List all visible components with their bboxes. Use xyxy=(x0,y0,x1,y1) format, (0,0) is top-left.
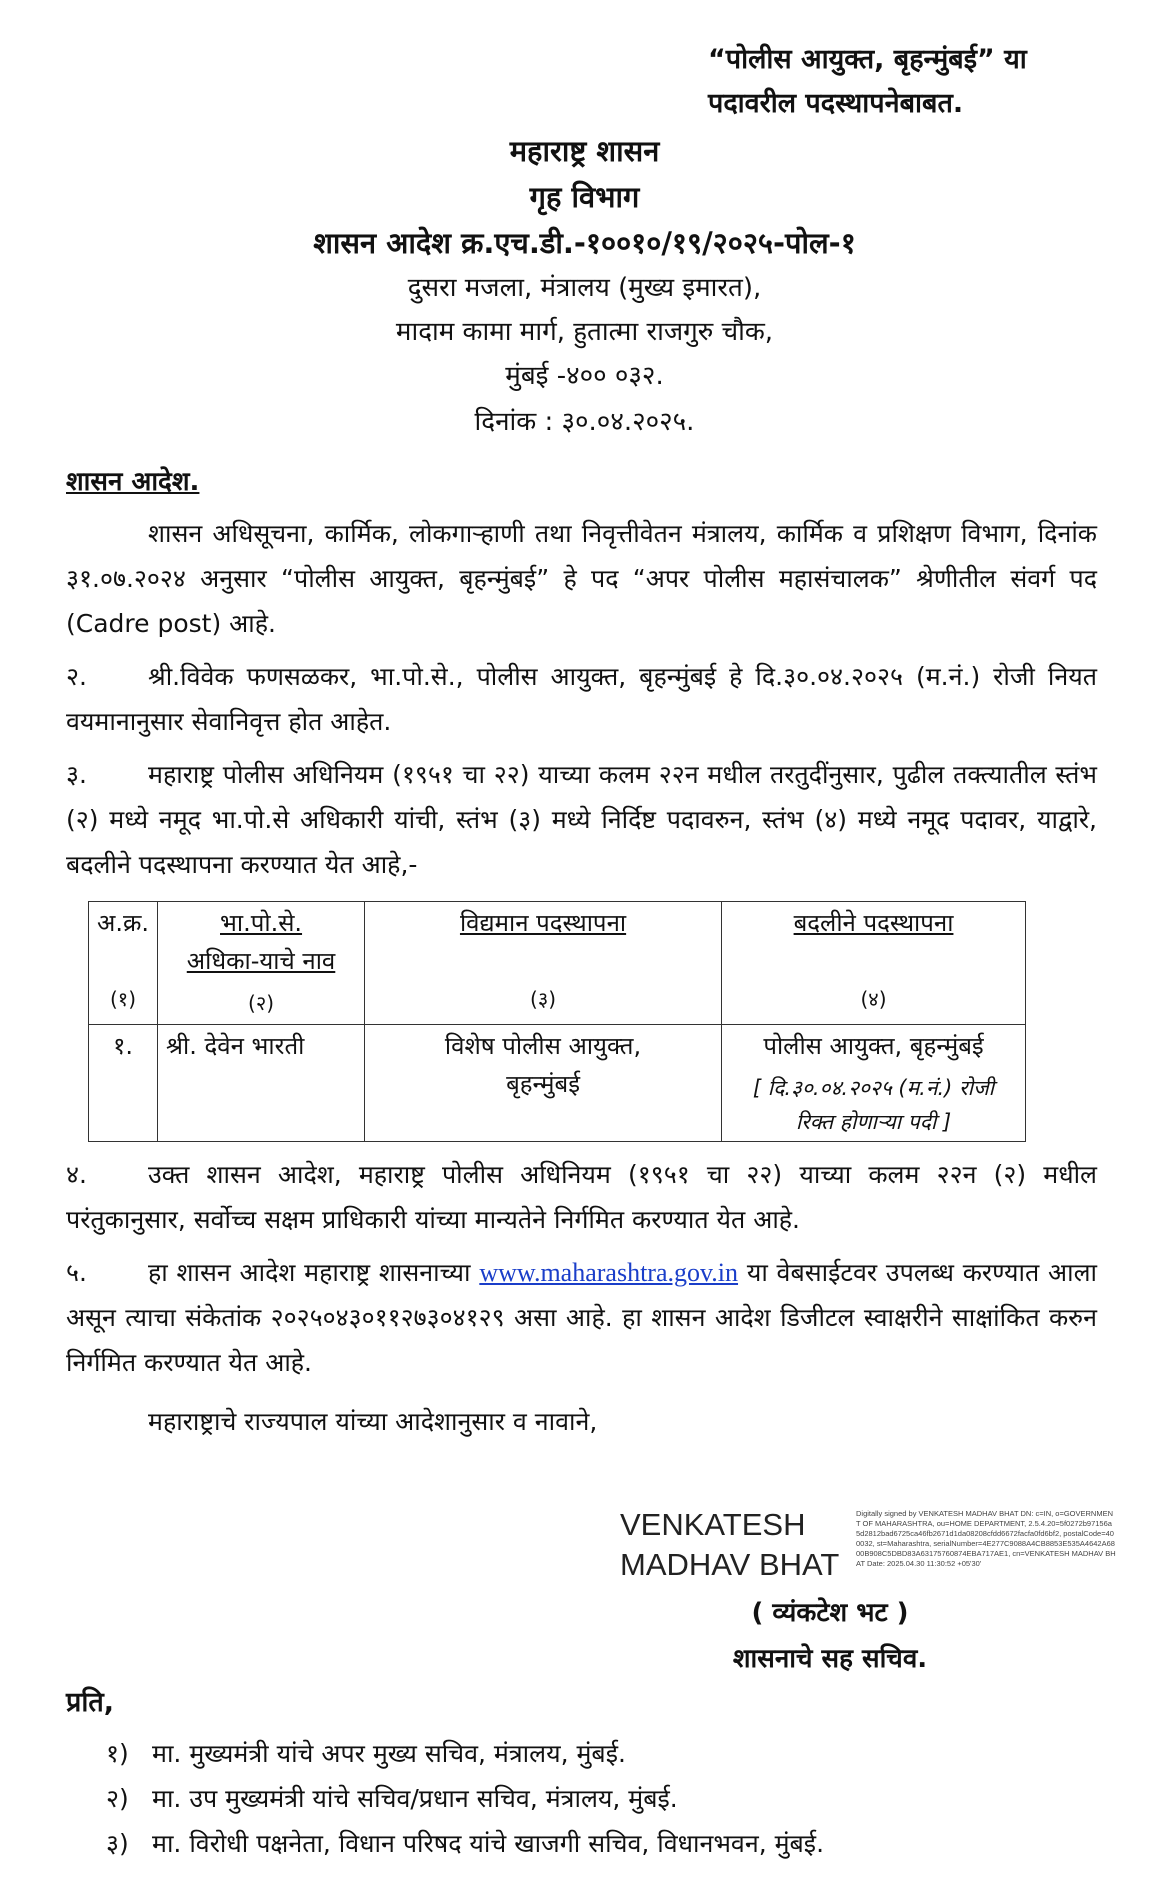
col-number-2: (२) xyxy=(248,991,275,1015)
paragraph-5 xyxy=(66,1250,1097,1385)
list-item-number: १) xyxy=(106,1739,129,1768)
paragraph-2 xyxy=(66,654,1097,744)
paragraph-3 xyxy=(66,752,1097,887)
paragraph-1: शासन अधिसूचना, कार्मिक, लोकगाऱ्हाणी तथा निवृत्तीवेतन मंत्रालय, कार्मिक व प्रशिक्षण विभाग, दिनांक ३१.०७.२०२४ अनुसार “पोलीस आयुक्त, बृहन्मुंबई” हे पद “अपर पोलीस महासंचालक” श्रेणीतील संवर्ग पद (Cadre post) आहे. xyxy=(66,519,1097,638)
list-item xyxy=(66,1821,824,1866)
paragraph-2-number: २. xyxy=(66,662,87,691)
signer-name-line-2: MADHAV BHAT xyxy=(620,1547,840,1582)
letterhead xyxy=(0,128,1169,446)
government-name: महाराष्ट्र शासन xyxy=(509,134,660,168)
header-name-line-1: भा.पो.से. xyxy=(220,909,303,937)
copy-to-label: प्रति, xyxy=(66,1687,115,1718)
order-number: शासन आदेश क्र.एच.डी.-१००१०/१९/२०२५-पोल-१ xyxy=(313,226,856,260)
paragraph-5-pre: हा शासन आदेश महाराष्ट्र शासनाच्या xyxy=(148,1258,471,1287)
list-item-number: ३) xyxy=(106,1829,129,1858)
list-item-text: मा. विरोधी पक्षनेता, विधान परिषद यांचे खाजगी सचिव, विधानभवन, मुंबई. xyxy=(152,1829,825,1858)
copy-to-list xyxy=(66,1680,824,1866)
website-link[interactable]: www.maharashtra.gov.in xyxy=(479,1258,739,1287)
row-current-line-1: विशेष पोलीस आयुक्त, xyxy=(444,1032,642,1060)
signer-name xyxy=(620,1505,839,1585)
header-current-label: विद्यमान पदस्थापना xyxy=(459,909,627,937)
header-sr xyxy=(89,902,158,1025)
list-item xyxy=(66,1731,824,1776)
col-number-4: (४) xyxy=(860,987,887,1011)
paragraph-5-post: या वेबसाईटवर उपलब्ध करण्यात आला असून त्याचा संकेतांक २०२५०४३०११२७३०४१२९ असा आहे. हा शासन आदेश डिजीटल स्वाक्षरीने साक्षांकित करुन निर्गमित करण्यात येत आहे. xyxy=(66,1258,1098,1377)
subject-block xyxy=(708,38,1108,126)
col-number-3: (३) xyxy=(530,987,557,1011)
row-note-line-2: रिक्त होणाऱ्या पदी ] xyxy=(795,1110,952,1134)
row-current-posting xyxy=(365,1025,722,1142)
table-header-row xyxy=(89,902,1026,1025)
header-officer-name xyxy=(158,902,365,1025)
paragraph-5-number: ५. xyxy=(66,1258,87,1287)
signature-stamp: Digitally signed by VENKATESH MADHAV BHAT DN: c=IN, o=GOVERNMENT OF MAHARASHTRA, ou=HOME DEPARTMENT, 2.5.4.20=5f0272b97156a5d2812bad6725ca46fb2671d1da08208cfdd6672facfa0fd6bf2, postalCode=400032, st=Maharashtra, serialNumber=4E277C9088A4CB8853E535A4642A6800B908C5DBD83A63175760874EBA717AE1, cn=VENKATESH MADHAV BHAT Date: 2025.04.30 11:30:52 +05'30' xyxy=(856,1509,1116,1568)
header-current-posting xyxy=(365,902,722,1025)
paragraph-3-number: ३. xyxy=(66,760,87,789)
col-number-1: (१) xyxy=(110,987,137,1011)
row-new-posting-text: पोलीस आयुक्त, बृहन्मुंबई xyxy=(763,1032,984,1060)
row-note-line-1: [ दि.३०.०४.२०२५ (म.नं.) रोजी xyxy=(752,1076,995,1100)
row-sr: १. xyxy=(89,1025,158,1142)
paragraph-4 xyxy=(66,1152,1097,1242)
header-name-line-2: अधिका-याचे नाव xyxy=(186,947,336,975)
order-body xyxy=(66,460,1097,1452)
address-line-2: मादाम कामा मार्ग, हुतात्मा राजगुरु चौक, xyxy=(395,317,774,347)
address-line-3: मुंबई -४०० ०३२. xyxy=(505,361,664,391)
department-name: गृह विभाग xyxy=(529,180,640,214)
signer-name-line-1: VENKATESH xyxy=(620,1507,806,1542)
header-sr-label: अ.क्र. xyxy=(97,909,150,937)
closing-line: महाराष्ट्राचे राज्यपाल यांच्या आदेशानुसार व नावाने, xyxy=(148,1407,598,1436)
row-officer-name: श्री. देवेन भारती xyxy=(158,1025,365,1142)
address-line-1: दुसरा मजला, मंत्रालय (मुख्य इमारत), xyxy=(407,273,762,303)
signatory-block xyxy=(620,1590,1040,1682)
row-new-posting xyxy=(722,1025,1026,1142)
order-date: दिनांक : ३०.०४.२०२५. xyxy=(474,407,695,437)
list-item-text: मा. मुख्यमंत्री यांचे अपर मुख्य सचिव, मंत्रालय, मुंबई. xyxy=(152,1739,626,1768)
row-current-line-2: बृहन्मुंबई xyxy=(506,1070,580,1098)
order-heading: शासन आदेश. xyxy=(66,467,200,497)
signatory-name: ( व्यंकटेश भट ) xyxy=(751,1598,909,1628)
table-row xyxy=(89,1025,1026,1142)
subject-line-2: पदावरील पदस्थापनेबाबत. xyxy=(708,88,964,119)
header-new-label: बदलीने पदस्थापना xyxy=(793,909,954,937)
posting-table xyxy=(88,901,1026,1142)
paragraph-2-text: श्री.विवेक फणसळकर, भा.पो.से., पोलीस आयुक्त, बृहन्मुंबई हे दि.३०.०४.२०२५ (म.नं.) रोजी नियत वयमानानुसार सेवानिवृत्त होत आहेत. xyxy=(66,662,1097,736)
paragraph-4-number: ४. xyxy=(66,1160,87,1189)
header-new-posting xyxy=(722,902,1026,1025)
list-item xyxy=(66,1776,824,1821)
list-item-text: मा. उप मुख्यमंत्री यांचे सचिव/प्रधान सचिव, मंत्रालय, मुंबई. xyxy=(152,1784,678,1813)
paragraph-3-text: महाराष्ट्र पोलीस अधिनियम (१९५१ चा २२) याच्या कलम २२न मधील तरतुदींनुसार, पुढील तक्त्यातील स्तंभ (२) मध्ये नमूद भा.पो.से अधिकारी यांची, स्तंभ (३) मध्ये निर्दिष्ट पदावरुन, स्तंभ (४) मध्ये नमूद पदावर, याद्वारे, बदलीने पदस्थापना करण्यात येत आहे,- xyxy=(66,760,1097,879)
paragraph-4-text: उक्त शासन आदेश, महाराष्ट्र पोलीस अधिनियम (१९५१ चा २२) याच्या कलम २२न (२) मधील परंतुकानुसार, सर्वोच्च सक्षम प्राधिकारी यांच्या मान्यतेने निर्गमित करण्यात येत आहे. xyxy=(66,1160,1097,1234)
list-item-number: २) xyxy=(106,1784,129,1813)
subject-line-1: “पोलीस आयुक्त, बृहन्मुंबई” या xyxy=(708,44,1027,75)
signatory-designation: शासनाचे सह सचिव. xyxy=(732,1644,928,1674)
